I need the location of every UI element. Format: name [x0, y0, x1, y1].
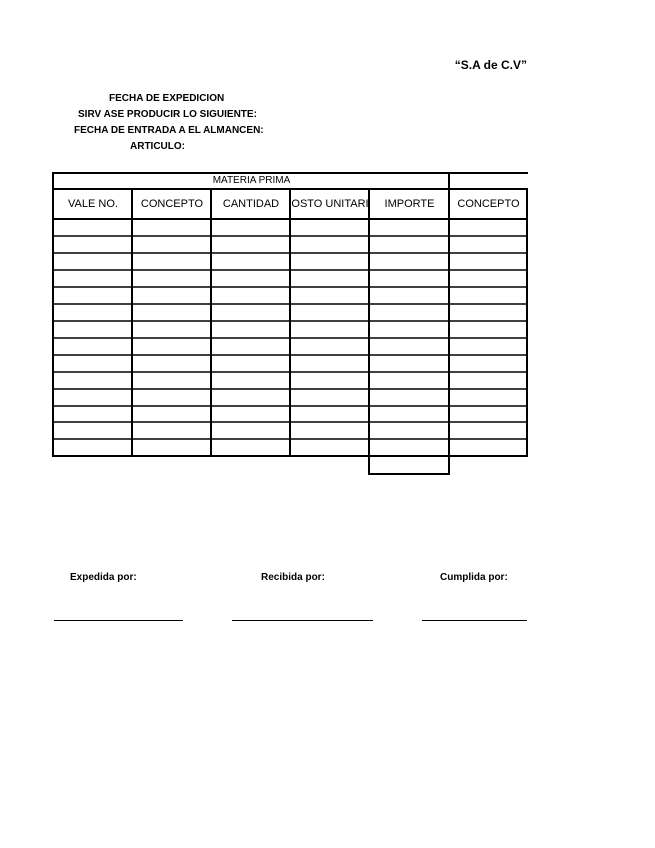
table-cell[interactable]	[370, 271, 449, 287]
table-cell[interactable]	[291, 305, 369, 321]
table-cell[interactable]	[370, 339, 449, 355]
table-cell[interactable]	[133, 390, 211, 406]
label-expedida-por: Expedida por:	[70, 572, 137, 583]
table-cell[interactable]	[370, 254, 449, 270]
col-header-concepto-2: CONCEPTO	[457, 198, 520, 210]
table-cell[interactable]	[450, 423, 527, 439]
table-cell[interactable]	[450, 220, 527, 236]
company-name: “S.A de C.V”	[454, 58, 527, 72]
table-cell[interactable]	[54, 305, 132, 321]
table-cell[interactable]	[54, 407, 132, 422]
table-cell[interactable]	[450, 237, 527, 253]
table-cell[interactable]	[450, 271, 527, 287]
label-fecha-expedicion: FECHA DE EXPEDICION	[109, 93, 225, 104]
table-cell[interactable]	[450, 356, 527, 372]
signature-line-expedida[interactable]	[54, 620, 183, 621]
table-cell[interactable]	[54, 220, 132, 236]
table-cell[interactable]	[212, 373, 290, 389]
table-cell[interactable]	[212, 423, 290, 439]
materia-prima-title: MATERIA PRIMA	[212, 175, 291, 186]
table-cell[interactable]	[54, 356, 132, 372]
signature-line-recibida[interactable]	[232, 620, 373, 621]
col-header-cantidad: CANTIDAD	[222, 198, 280, 210]
table-cell[interactable]	[291, 407, 369, 422]
table-cell[interactable]	[291, 423, 369, 439]
label-fecha-entrada: FECHA DE ENTRADA A EL ALMANCEN:	[74, 125, 264, 136]
table-cell[interactable]	[291, 322, 369, 338]
table-cell[interactable]	[291, 440, 369, 456]
table-cell[interactable]	[54, 390, 132, 406]
table-cell[interactable]	[212, 271, 290, 287]
col-header-importe: IMPORTE	[384, 198, 435, 210]
table-cell[interactable]	[133, 220, 211, 236]
total-importe-cell[interactable]	[370, 457, 449, 473]
table-cell[interactable]	[370, 390, 449, 406]
table-cell[interactable]	[212, 407, 290, 422]
table-cell[interactable]	[450, 440, 527, 456]
table-cell[interactable]	[291, 288, 369, 304]
table-cell[interactable]	[133, 373, 211, 389]
table-cell[interactable]	[370, 373, 449, 389]
table-cell[interactable]	[450, 390, 527, 406]
table-cell[interactable]	[450, 373, 527, 389]
table-cell[interactable]	[54, 322, 132, 338]
table-cell[interactable]	[212, 288, 290, 304]
table-cell[interactable]	[133, 356, 211, 372]
table-cell[interactable]	[291, 254, 369, 270]
table-cell[interactable]	[370, 356, 449, 372]
label-recibida-por: Recibida por:	[261, 572, 325, 583]
signature-line-cumplida[interactable]	[422, 620, 527, 621]
table-cell[interactable]	[291, 390, 369, 406]
table-cell[interactable]	[450, 407, 527, 422]
table-cell[interactable]	[291, 356, 369, 372]
table-cell[interactable]	[212, 254, 290, 270]
col-header-concepto: CONCEPTO	[140, 198, 204, 210]
label-articulo: ARTICULO:	[130, 141, 185, 152]
table-cell[interactable]	[370, 322, 449, 338]
table-cell[interactable]	[212, 356, 290, 372]
table-cell[interactable]	[54, 373, 132, 389]
table-cell[interactable]	[370, 305, 449, 321]
table-cell[interactable]	[370, 423, 449, 439]
table-cell[interactable]	[133, 407, 211, 422]
label-cumplida-por: Cumplida por:	[440, 572, 508, 583]
table-cell[interactable]	[291, 339, 369, 355]
table-cell[interactable]	[370, 407, 449, 422]
table-cell[interactable]	[133, 237, 211, 253]
col-header-costo-unitario: OSTO UNITARI	[291, 198, 369, 210]
table-cell[interactable]	[370, 288, 449, 304]
table-cell[interactable]	[133, 423, 211, 439]
table-cell[interactable]	[291, 373, 369, 389]
table-cell[interactable]	[133, 254, 211, 270]
table-cell[interactable]	[291, 237, 369, 253]
table-cell[interactable]	[54, 237, 132, 253]
table-cell[interactable]	[133, 440, 211, 456]
table-cell[interactable]	[212, 390, 290, 406]
table-cell[interactable]	[133, 339, 211, 355]
table-cell[interactable]	[212, 322, 290, 338]
table-cell[interactable]	[370, 440, 449, 456]
table-cell[interactable]	[370, 237, 449, 253]
table-cell[interactable]	[54, 339, 132, 355]
col-header-vale-no: VALE NO.	[68, 198, 118, 210]
table-cell[interactable]	[450, 305, 527, 321]
table-cell[interactable]	[54, 271, 132, 287]
table-cell[interactable]	[54, 254, 132, 270]
table-cell[interactable]	[291, 271, 369, 287]
table-cell[interactable]	[133, 322, 211, 338]
table-cell[interactable]	[54, 288, 132, 304]
table-cell[interactable]	[212, 305, 290, 321]
table-cell[interactable]	[54, 423, 132, 439]
table-cell[interactable]	[133, 271, 211, 287]
label-sirvase-producir: SIRV ASE PRODUCIR LO SIGUIENTE:	[78, 109, 257, 120]
table-cell[interactable]	[450, 288, 527, 304]
table-cell[interactable]	[370, 220, 449, 236]
table-cell[interactable]	[54, 440, 132, 456]
table-cell[interactable]	[291, 220, 369, 236]
table-cell[interactable]	[212, 220, 290, 236]
table-cell[interactable]	[212, 339, 290, 355]
table-cell[interactable]	[133, 288, 211, 304]
table-cell[interactable]	[450, 254, 527, 270]
table-cell[interactable]	[133, 305, 211, 321]
table-cell[interactable]	[212, 440, 290, 456]
table-cell[interactable]	[212, 237, 290, 253]
table-cell[interactable]	[450, 339, 527, 355]
table-cell[interactable]	[450, 322, 527, 338]
